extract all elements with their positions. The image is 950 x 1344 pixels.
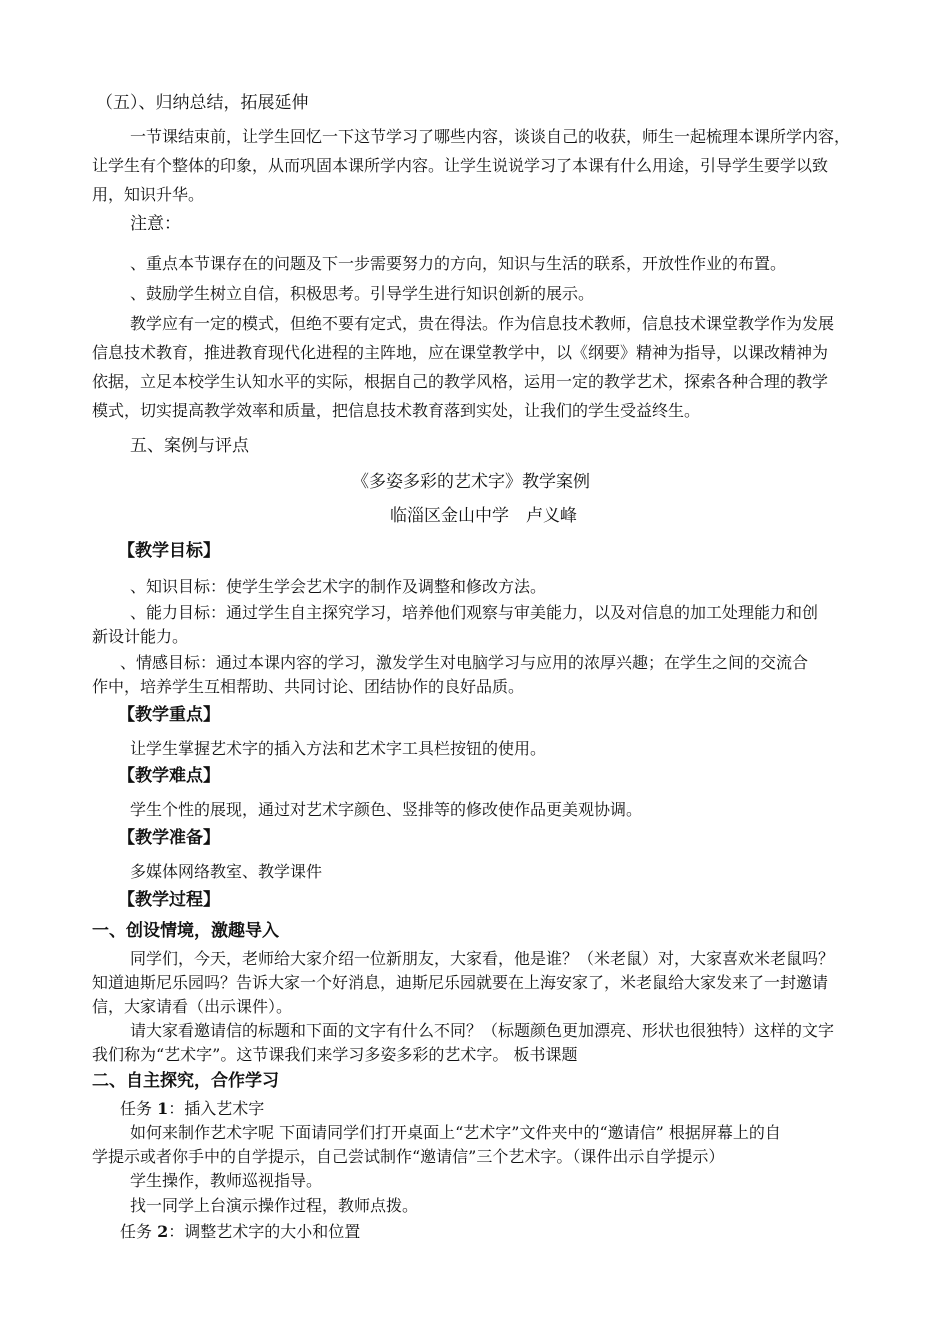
process-heading: 【教学过程】	[118, 890, 220, 910]
note-item: 、鼓励学生树立自信，积极思考。引导学生进行知识创新的展示。	[130, 284, 595, 303]
preparation-text: 多媒体网络教室、教学课件	[130, 862, 323, 881]
key-points-heading: 【教学重点】	[118, 705, 220, 725]
summary-paragraph-line: 一节课结束前，让学生回忆一下这节学习了哪些内容，谈谈自己的收获，师生一起梳理本课所学内容，	[130, 127, 851, 146]
summary-paragraph-line: 让学生有个整体的印象，从而巩固本课所学内容。让学生说说学习了本课有什么用途，引导学生要学以致	[92, 156, 829, 175]
task1-operation: 学生操作，教师巡视指导。	[130, 1171, 323, 1190]
method-paragraph-line: 教学应有一定的模式，但绝不要有定式，贵在得法。作为信息技术教师，信息技术课堂教学作为发展	[130, 314, 835, 333]
goal-item: 、情感目标：通过本课内容的学习，激发学生对电脑学习与应用的浓厚兴趣；在学生之间的交流合	[120, 653, 809, 672]
method-paragraph-line: 信息技术教育，推进教育现代化进程的主阵地，应在课堂教学中，以《纲要》精神为指导，以课改精神为	[92, 343, 829, 362]
task1-operation: 找一同学上台演示操作过程，教师点拨。	[130, 1196, 419, 1215]
step1-paragraph-line: 信，大家请看（出示课件）。	[92, 997, 293, 1016]
task1-number: 1	[157, 1099, 169, 1118]
step1-paragraph-line: 我们称为“艺术字”。这节课我们来学习多姿多彩的艺术字。 板书课题	[92, 1045, 578, 1064]
step1-paragraph-line: 同学们，今天，老师给大家介绍一位新朋友，大家看，他是谁？（米老鼠）对，大家喜欢米老鼠吗？	[130, 949, 835, 968]
difficulty-heading: 【教学难点】	[118, 766, 220, 786]
task1-paragraph-line: 学提示或者你手中的自学提示，自己尝试制作“邀请信”三个艺术字。（课件出示自学提示）	[92, 1147, 725, 1166]
goal-item-continued: 新设计能力。	[92, 627, 189, 646]
note-label: 注意：	[130, 214, 181, 234]
task1-label	[120, 1099, 264, 1119]
task2-number: 2	[157, 1222, 169, 1241]
case-section-heading: 五、案例与评点	[130, 436, 249, 456]
task2-prefix: 任务	[120, 1222, 153, 1241]
case-title: 《多姿多彩的艺术字》教学案例	[352, 472, 590, 492]
step1-paragraph-line: 请大家看邀请信的标题和下面的文字有什么不同？（标题颜色更加漂亮、形状也很独特）这样的文字	[130, 1021, 835, 1040]
task1-paragraph-line: 如何来制作艺术字呢 下面请同学们打开桌面上“艺术字”文件夹中的“邀请信” 根据屏幕上的自	[130, 1123, 781, 1142]
section-heading-summary: （五）、归纳总结，拓展延伸	[96, 93, 309, 113]
goal-item-continued: 作中，培养学生互相帮助、共同讨论、团结协作的良好品质。	[92, 677, 525, 696]
goal-item: 、知识目标：使学生学会艺术字的制作及调整和修改方法。	[130, 577, 547, 596]
step1-heading: 一、创设情境，激趣导入	[92, 921, 279, 941]
task2-label	[120, 1222, 360, 1242]
step1-paragraph-line: 知道迪斯尼乐园吗？告诉大家一个好消息，迪斯尼乐园就要在上海安家了，米老鼠给大家发来了一封邀请	[92, 973, 829, 992]
preparation-heading: 【教学准备】	[118, 828, 220, 848]
note-item: 、重点本节课存在的问题及下一步需要努力的方向，知识与生活的联系，开放性作业的布置。	[130, 254, 787, 273]
key-points-text: 让学生掌握艺术字的插入方法和艺术字工具栏按钮的使用。	[130, 739, 547, 758]
task1-title: ：插入艺术字	[168, 1099, 265, 1118]
goal-item: 、能力目标：通过学生自主探究学习，培养他们观察与审美能力，以及对信息的加工处理能力和创	[130, 603, 819, 622]
difficulty-text: 学生个性的展现，通过对艺术字颜色、竖排等的修改使作品更美观协调。	[130, 800, 643, 819]
method-paragraph-line: 依据，立足本校学生认知水平的实际，根据自己的教学风格，运用一定的教学艺术，探索各种合理的教学	[92, 372, 829, 391]
case-author: 临淄区金山中学 卢义峰	[390, 506, 577, 526]
step2-heading: 二、自主探究，合作学习	[92, 1071, 279, 1091]
summary-paragraph-line: 用，知识升华。	[92, 185, 205, 204]
goals-heading: 【教学目标】	[118, 541, 220, 561]
task1-prefix: 任务	[120, 1099, 153, 1118]
task2-title: ：调整艺术字的大小和位置	[168, 1222, 361, 1241]
method-paragraph-line: 模式，切实提高教学效率和质量，把信息技术教育落到实处，让我们的学生受益终生。	[92, 401, 701, 420]
